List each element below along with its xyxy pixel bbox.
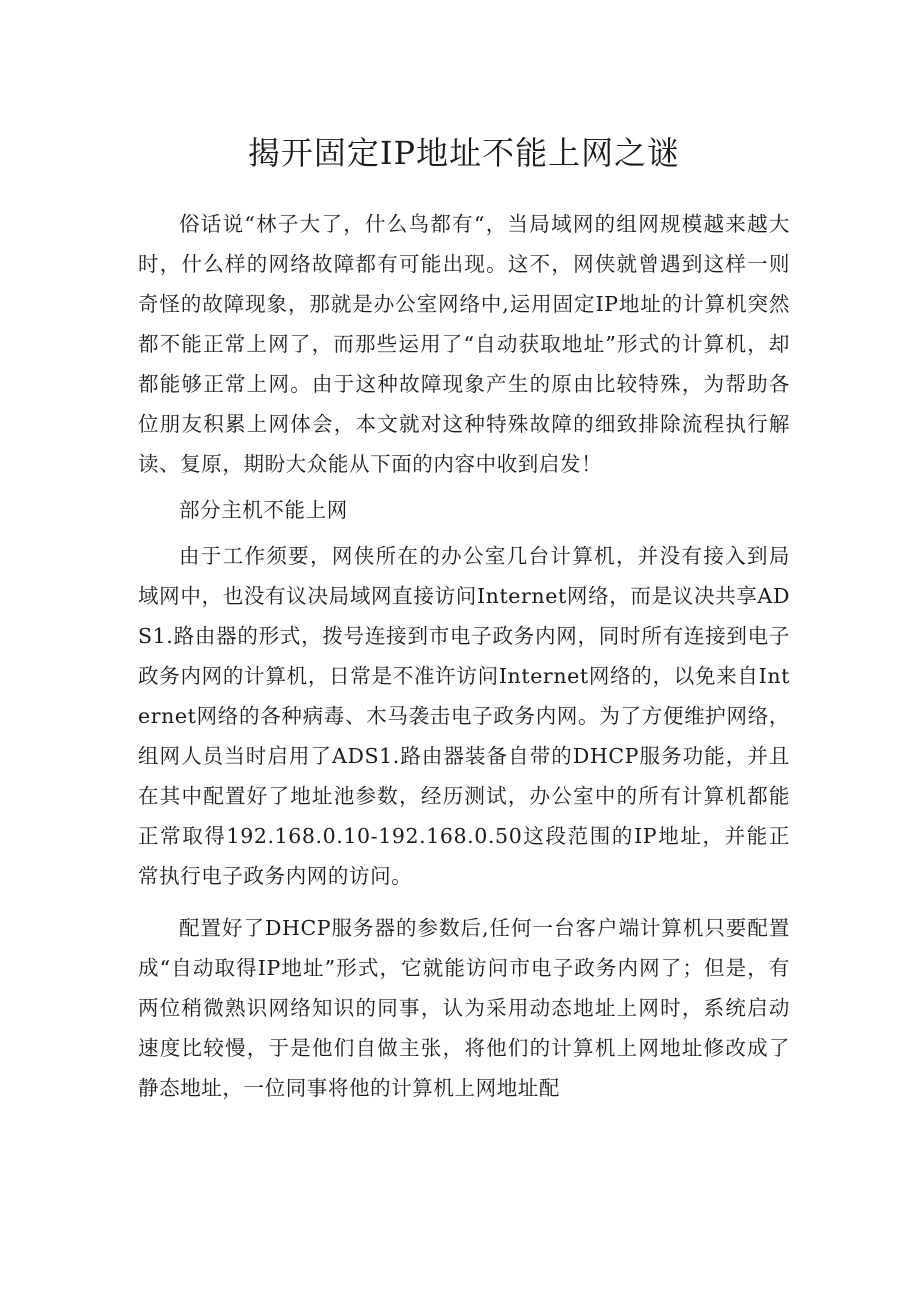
paragraph-background: 由于工作须要，网侠所在的办公室几台计算机，并没有接入到局域网中，也没有议决局域网直接访问Internet网络，而是议决共享ADS1.路由器的形式，拨号连接到市电子政务内网，同时所有连接到电子政务内网的计算机，日常是不准许访问Internet网络的，以免来自Internet网络的各种病毒、木马袭击电子政务内网。为了方便维护网络，组网人员当时启用了ADS1.路由器装备自带的DHCP服务功能，并且在其中配置好了地址池参数，经历测试，办公室中的所有计算机都能正常取得192.168.0.10-192.168.0.50这段范围的IP地址，并能正常执行电子政务内网的访问。 — [138, 544, 790, 888]
paragraph-intro: 俗话说“林子大了，什么鸟都有“，当局域网的组网规模越来越大时，什么样的网络故障都有可能出现。这不，网侠就曾遇到这样一则奇怪的故障现象，那就是办公室网络中,运用固定IP地址的计算机突然都不能正常上网了，而那些运用了“自动获取地址”形式的计算机，却都能够正常上网。由于这种故障现象产生的原由比较特殊，为帮助各位朋友积累上网体会，本文就对这种特殊故障的细致排除流程执行解读、复原，期盼大众能从下面的内容中收到启发！ — [138, 212, 790, 476]
document-page — [138, 128, 790, 1120]
paragraph-dhcp-config: 配置好了DHCP服务器的参数后,任何一台客户端计算机只要配置成“自动取得IP地址”形式，它就能访问市电子政务内网了；但是，有两位稍微熟识网络知识的同事，认为采用动态地址上网时，系统启动速度比较慢，于是他们自做主张，将他们的计算机上网地址修改成了静态地址，一位同事将他的计算机上网地址配 — [138, 916, 790, 1100]
section-heading: 部分主机不能上网 — [179, 498, 348, 522]
document-title: 揭开固定IP地址不能上网之谜 — [247, 134, 681, 172]
